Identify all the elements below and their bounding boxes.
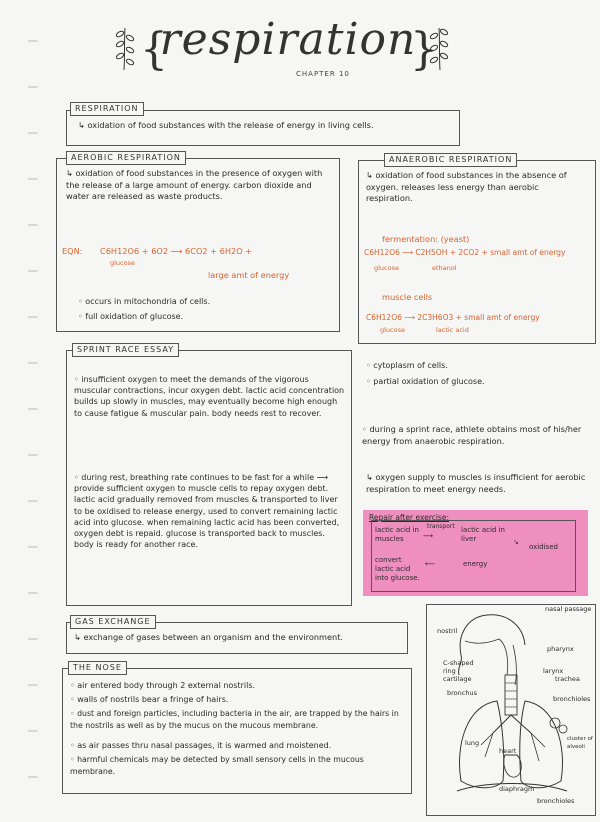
sprint-paragraph-1: ◦ insufficient oxygen to meet the demands of the vigorous muscular contractions, incur oxygen debt. lactic acid concentration builds up slowly in muscles, may eventually become high enough to cause fatigue & muscular pain. body needs rest to recover.	[74, 375, 345, 418]
chapter-subtitle: CHAPTER 10	[296, 70, 350, 78]
label-c-shaped-cartilage: C-shaped ring cartilage	[443, 659, 474, 683]
muscle-equation: C6H12O6 ⟶ 2C3H6O3 + small amt of energy	[366, 313, 540, 322]
aerobic-eqn-label: EQN:	[62, 246, 83, 256]
respiration-label: RESPIRATION	[70, 102, 144, 116]
repair-title: Repair after exercise:	[369, 513, 450, 522]
label-pharynx: pharynx	[547, 645, 574, 653]
aerobic-energy-note: large amt of energy	[208, 270, 290, 280]
aerobic-equation: C6H12O6 + 6O2 ⟶ 6CO2 + 6H2O +	[100, 246, 253, 256]
repair-arrow-right: ⟶	[423, 532, 434, 540]
nose-bullet-1: ◦ air entered body through 2 external nostrils.	[70, 681, 256, 690]
sprint-label: SPRINT RACE ESSAY	[72, 343, 179, 357]
respiratory-diagram	[426, 604, 596, 816]
nose-label: THE NOSE	[68, 661, 127, 675]
aerobic-definition: ↳ oxidation of food substances in the presence of oxygen with the release of a large amount of energy. carbon dioxide and water are released as waste products.	[66, 168, 323, 201]
laurel-right-icon	[426, 26, 452, 72]
label-cluster-alveoli: cluster of alveoli	[567, 736, 593, 750]
fermentation-equation: C6H12O6 ⟶ C2H5OH + 2CO2 + small amt of energy	[364, 248, 566, 257]
repair-transport: transport	[427, 523, 455, 530]
label-bronchioles-bottom: bronchioles	[537, 797, 575, 805]
page-title: respiration	[159, 14, 417, 65]
muscle-cells-title: muscle cells	[382, 292, 433, 302]
anaerobic-definition: ↳ oxidation of food substances in the absence of oxygen. releases less energy than aerobic respiration.	[366, 170, 567, 203]
respiration-definition: ↳ oxidation of food substances with the release of energy in living cells.	[78, 120, 374, 130]
aerobic-bullet-1: ◦ occurs in mitochondria of cells.	[78, 297, 211, 306]
sprint-side-arrow-text: ↳ oxygen supply to muscles is insufficient for aerobic respiration to meet energy needs.	[366, 472, 586, 494]
aerobic-glucose-note: glucose	[110, 259, 135, 267]
gas-exchange-label: GAS EXCHANGE	[70, 615, 156, 629]
gas-exchange-definition: ↳ exchange of gases between an organism and the environment.	[74, 632, 344, 642]
label-bronchioles-top: bronchioles	[553, 695, 591, 703]
repair-energy: energy	[463, 560, 488, 568]
fermentation-glucose-note: glucose	[374, 264, 399, 272]
label-bronchus: bronchus	[447, 689, 477, 697]
repair-lactic-liver: lactic acid in liver	[461, 526, 505, 543]
aerobic-bullet-2: ◦ full oxidation of glucose.	[78, 312, 184, 321]
repair-convert: convert lactic acid into glucose.	[375, 556, 420, 582]
nose-bullet-3: ◦ dust and foreign particles, including bacteria in the air, are trapped by the hairs in the nostrils as well as by the mucus on the mucous membrane.	[70, 709, 399, 730]
repair-oxidised-arrow: ↘	[513, 538, 519, 546]
brace-right-icon: }	[410, 24, 438, 75]
label-lung: lung	[465, 739, 480, 747]
label-heart: heart	[499, 747, 517, 755]
fermentation-ethanol-note: ethanol	[432, 264, 457, 272]
nose-bullet-5: ◦ harmful chemicals may be detected by small sensory cells in the mucous membrane.	[70, 755, 364, 776]
label-diaphragm: diaphragm	[499, 785, 535, 793]
label-nostril: nostril	[437, 627, 458, 635]
repair-highlight	[363, 510, 588, 596]
sprint-paragraph-2: ◦ during rest, breathing rate continues to be fast for a while ⟶ provide sufficient oxygen to muscle cells to repay oxygen debt. lactic acid gradually removed from muscles & transported to liver to be oxidised to release energy, used to convert remaining lactic acid into glucose. when remaining lactic acid has been converted, oxygen debt is repaid. glucose is transported back to muscles. body is ready for another race.	[74, 473, 340, 550]
label-nasal-passage: nasal passage	[545, 605, 592, 613]
label-larynx: larynx	[543, 667, 564, 675]
anaerobic-bullet-1: ◦ cytoplasm of cells.	[366, 361, 448, 370]
aerobic-label: AEROBIC RESPIRATION	[66, 151, 186, 165]
repair-arrow-left: ⟵	[425, 560, 436, 568]
anaerobic-label: ANAEROBIC RESPIRATION	[384, 153, 517, 167]
margin-holes	[28, 40, 42, 800]
nose-bullet-4: ◦ as air passes thru nasal passages, it is warmed and moistened.	[70, 741, 332, 750]
sprint-side-text: ◦ during a sprint race, athlete obtains most of his/her energy from anaerobic respiration.	[362, 424, 582, 446]
anaerobic-bullet-2: ◦ partial oxidation of glucose.	[366, 377, 485, 386]
brace-left-icon: {	[140, 24, 168, 75]
muscle-lactic-note: lactic acid	[436, 326, 469, 334]
respiratory-system-drawing	[427, 605, 595, 815]
repair-lactic-muscles: lactic acid in muscles	[375, 526, 419, 543]
nose-bullet-2: ◦ walls of nostrils bear a fringe of hairs.	[70, 695, 229, 704]
fermentation-title: fermentation: (yeast)	[382, 234, 470, 244]
label-trachea: trachea	[555, 675, 580, 683]
muscle-glucose-note: glucose	[380, 326, 405, 334]
title-block	[118, 14, 458, 78]
repair-oxidised: oxidised	[529, 543, 558, 551]
